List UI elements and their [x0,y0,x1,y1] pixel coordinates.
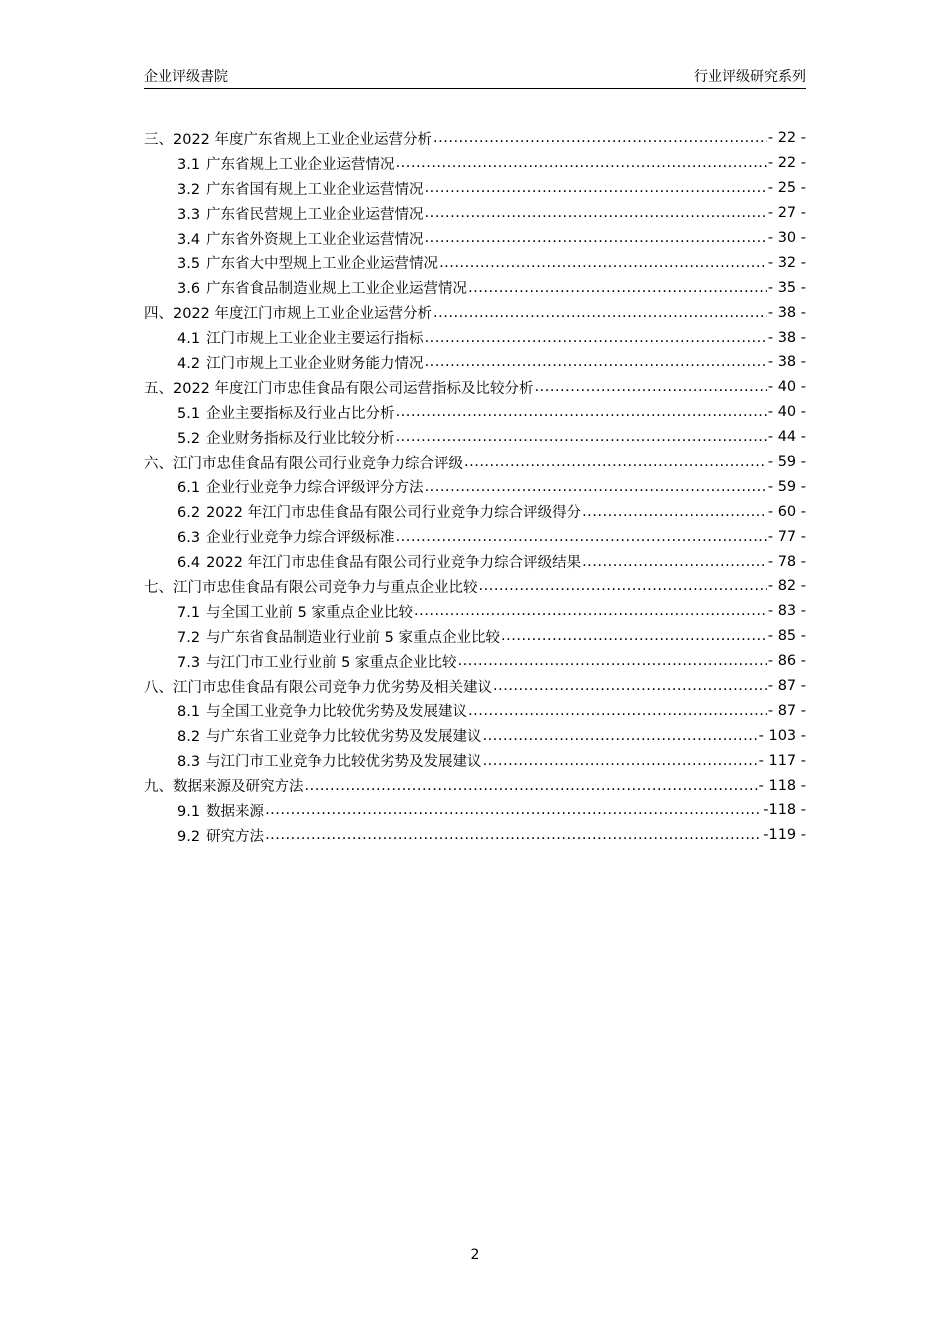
toc-entry-text: 广东省民营规上工业企业运营情况 [206,206,424,223]
toc-page-number: - 85 - [767,628,806,645]
toc-entry-text: 四、2022 年度江门市规上工业企业运营分析 [144,306,433,323]
toc-subsection-link[interactable] [144,649,806,674]
toc-dot-leader [265,827,762,843]
toc-entry-number: 7.1 [177,604,201,621]
toc-page-number: - 60 - [767,503,806,520]
toc-dot-leader [582,554,767,570]
toc-entry-text: 企业主要指标及行业占比分析 [206,405,395,422]
toc-section-link[interactable] [144,674,806,699]
toc-page-number: - 38 - [767,329,806,346]
toc-subsection-link[interactable] [144,151,806,176]
toc-entry-title [177,153,395,174]
toc-page-number: - 40 - [767,404,806,421]
toc-entry-text: 与江门市工业竞争力比较优劣势及发展建议 [206,754,482,771]
toc-entry-title [144,377,534,398]
toc-entry-number: 6.2 [177,505,201,522]
toc-page-number: - 38 - [767,304,806,321]
toc-subsection-link[interactable] [144,400,806,425]
toc-entry-text: 广东省规上工业企业运营情况 [206,156,395,173]
toc-subsection-link[interactable] [144,275,806,300]
toc-page-number: - 87 - [767,678,806,695]
toc-entry-text: 与广东省工业竞争力比较优劣势及发展建议 [206,729,482,746]
toc-entry-text: 广东省食品制造业规上工业企业运营情况 [206,281,468,298]
toc-page-number: - 83 - [767,603,806,620]
toc-page-number: - 27 - [767,205,806,222]
toc-entry-title [144,676,492,697]
toc-subsection-link[interactable] [144,226,806,251]
toc-section-link[interactable] [144,773,806,798]
toc-entry-title [144,452,463,473]
toc-page-number: - 103 - [758,727,806,744]
toc-page-number: - 117 - [758,752,806,769]
toc-entry-title [177,203,424,224]
toc-entry-title [177,526,395,547]
toc-entry-number: 3.3 [177,206,201,223]
toc-subsection-link[interactable] [144,549,806,574]
toc-entry-number: 6.3 [177,530,201,547]
toc-entry-number: 5.2 [177,430,201,447]
toc-dot-leader [396,404,767,420]
toc-section-link[interactable] [144,375,806,400]
table-of-contents [144,126,806,848]
toc-entry-title [177,228,424,249]
toc-page-number: - 32 - [767,254,806,271]
toc-entry-text: 八、江门市忠佳食品有限公司竞争力优劣势及相关建议 [144,679,492,696]
toc-page-number: - 44 - [767,429,806,446]
toc-entry-text: 2022 年江门市忠佳食品有限公司行业竞争力综合评级得分 [206,505,582,522]
toc-entry-title [177,725,482,746]
toc-subsection-link[interactable] [144,599,806,624]
header-left-text: 企业评级書院 [144,69,228,85]
toc-dot-leader [439,255,767,271]
toc-entry-number: 6.1 [177,480,201,497]
toc-page-number: - 40 - [767,379,806,396]
toc-entry-text: 三、2022 年度广东省规上工业企业运营分析 [144,131,433,148]
toc-page-number: - 59 - [767,454,806,471]
toc-entry-title [177,651,457,672]
toc-page-number: - 35 - [767,279,806,296]
toc-entry-text: 企业行业竞争力综合评级评分方法 [206,480,424,497]
toc-page-number: -119 - [763,827,806,844]
toc-subsection-link[interactable] [144,425,806,450]
toc-entry-title [177,750,482,771]
toc-subsection-link[interactable] [144,201,806,226]
toc-page-number: - 59 - [767,478,806,495]
toc-page-number: -118 - [763,802,806,819]
toc-entry-text: 七、江门市忠佳食品有限公司竞争力与重点企业比较 [144,579,478,596]
toc-entry-text: 广东省国有规上工业企业运营情况 [206,181,424,198]
toc-entry-text: 江门市规上工业企业主要运行指标 [206,331,424,348]
toc-subsection-link[interactable] [144,524,806,549]
toc-entry-number: 8.1 [177,704,201,721]
toc-entry-title [177,178,424,199]
toc-entry-text: 企业行业竞争力综合评级标准 [206,530,395,547]
toc-subsection-link[interactable] [144,723,806,748]
toc-entry-title [177,626,500,647]
toc-dot-leader [425,354,767,370]
toc-dot-leader [425,230,767,246]
toc-page-number: - 30 - [767,230,806,246]
toc-subsection-link[interactable] [144,698,806,723]
toc-dot-leader [433,130,767,146]
toc-entry-title [177,501,581,522]
toc-subsection-link[interactable] [144,624,806,649]
toc-dot-leader [501,628,767,644]
toc-entry-title [177,825,264,846]
toc-entry-title [177,327,424,348]
toc-dot-leader [414,603,767,619]
toc-dot-leader [458,653,767,669]
toc-entry-number: 4.1 [177,331,201,348]
toc-entry-number: 4.2 [177,355,201,372]
toc-dot-leader [425,330,767,346]
toc-entry-number: 9.1 [177,803,201,820]
toc-entry-title [144,128,432,149]
toc-page-number: - 22 - [767,155,806,172]
toc-entry-text: 与江门市工业行业前 5 家重点企业比较 [206,654,457,671]
toc-subsection-link[interactable] [144,176,806,201]
toc-subsection-link[interactable] [144,474,806,499]
toc-subsection-link[interactable] [144,250,806,275]
toc-page-number: - 22 - [767,130,806,147]
toc-subsection-link[interactable] [144,748,806,773]
toc-page-number: - 38 - [767,354,806,371]
toc-page-number: - 25 - [767,180,806,197]
toc-dot-leader [425,479,767,495]
toc-entry-text: 研究方法 [206,828,265,845]
toc-entry-title [177,277,467,298]
toc-entry-number: 8.3 [177,754,201,771]
toc-subsection-link[interactable] [144,350,806,375]
toc-entry-text: 与全国工业前 5 家重点企业比较 [206,604,414,621]
toc-page-number: - 77 - [767,528,806,545]
toc-entry-number: 7.3 [177,654,201,671]
toc-entry-number: 3.5 [177,256,201,273]
toc-dot-leader [425,205,767,221]
toc-dot-leader [468,280,767,296]
toc-entry-number: 3.4 [177,231,201,248]
toc-page-number: - 118 - [758,777,806,794]
toc-entry-text: 与全国工业竞争力比较优劣势及发展建议 [206,704,468,721]
toc-dot-leader [493,678,767,694]
toc-section-link[interactable] [144,300,806,325]
toc-page-number: - 78 - [767,553,806,570]
toc-dot-leader [396,529,767,545]
toc-section-link[interactable] [144,574,806,599]
toc-entry-title [144,302,432,323]
toc-entry-number: 7.2 [177,629,201,646]
toc-subsection-link[interactable] [144,499,806,524]
toc-entry-title [177,352,424,373]
toc-entry-number: 9.2 [177,828,201,845]
toc-entry-title [144,576,478,597]
toc-entry-number: 3.1 [177,156,201,173]
toc-entry-text: 五、2022 年度江门市忠佳食品有限公司运营指标及比较分析 [144,380,534,397]
toc-entry-text: 六、江门市忠佳食品有限公司行业竞争力综合评级 [144,455,463,472]
toc-dot-leader [483,753,758,769]
toc-entry-number: 8.2 [177,729,201,746]
toc-entry-title [177,427,395,448]
toc-entry-number: 3.6 [177,281,201,298]
toc-dot-leader [483,728,758,744]
toc-entry-number: 3.2 [177,181,201,198]
toc-page-number: - 82 - [767,578,806,595]
toc-entry-text: 与广东省食品制造业行业前 5 家重点企业比较 [206,629,501,646]
toc-page-number: - 87 - [767,702,806,719]
toc-entry-text: 广东省大中型规上工业企业运营情况 [206,256,439,273]
toc-page-number: - 86 - [767,653,806,670]
toc-entry-text: 企业财务指标及行业比较分析 [206,430,395,447]
header-right-text: 行业评级研究系列 [694,69,806,85]
toc-dot-leader [396,155,767,171]
toc-entry-text: 九、数据来源及研究方法 [144,779,304,796]
toc-section-link[interactable] [144,126,806,151]
toc-entry-title [144,775,304,796]
toc-dot-leader [582,504,767,520]
toc-subsection-link[interactable] [144,823,806,848]
page-number: 2 [470,1247,480,1263]
toc-entry-text: 2022 年江门市忠佳食品有限公司行业竞争力综合评级结果 [206,555,582,572]
toc-entry-title [177,252,438,273]
toc-subsection-link[interactable] [144,798,806,823]
toc-entry-text: 江门市规上工业企业财务能力情况 [206,355,424,372]
toc-dot-leader [479,578,767,594]
toc-entry-number: 5.1 [177,405,201,422]
toc-dot-leader [464,454,767,470]
toc-entry-title [177,402,395,423]
toc-dot-leader [433,305,767,321]
toc-entry-title [177,800,264,821]
toc-dot-leader [265,802,762,818]
toc-entry-title [177,551,581,572]
toc-entry-title [177,601,413,622]
toc-dot-leader [396,429,767,445]
toc-dot-leader [425,180,767,196]
toc-section-link[interactable] [144,450,806,475]
toc-entry-text: 数据来源 [206,803,265,820]
toc-dot-leader [535,379,767,395]
toc-dot-leader [305,778,758,794]
toc-dot-leader [468,703,767,719]
toc-subsection-link[interactable] [144,325,806,350]
toc-entry-text: 广东省外资规上工业企业运营情况 [206,231,424,248]
toc-entry-title [177,700,467,721]
page-header [144,66,806,89]
toc-entry-number: 6.4 [177,555,201,572]
toc-entry-title [177,476,424,497]
